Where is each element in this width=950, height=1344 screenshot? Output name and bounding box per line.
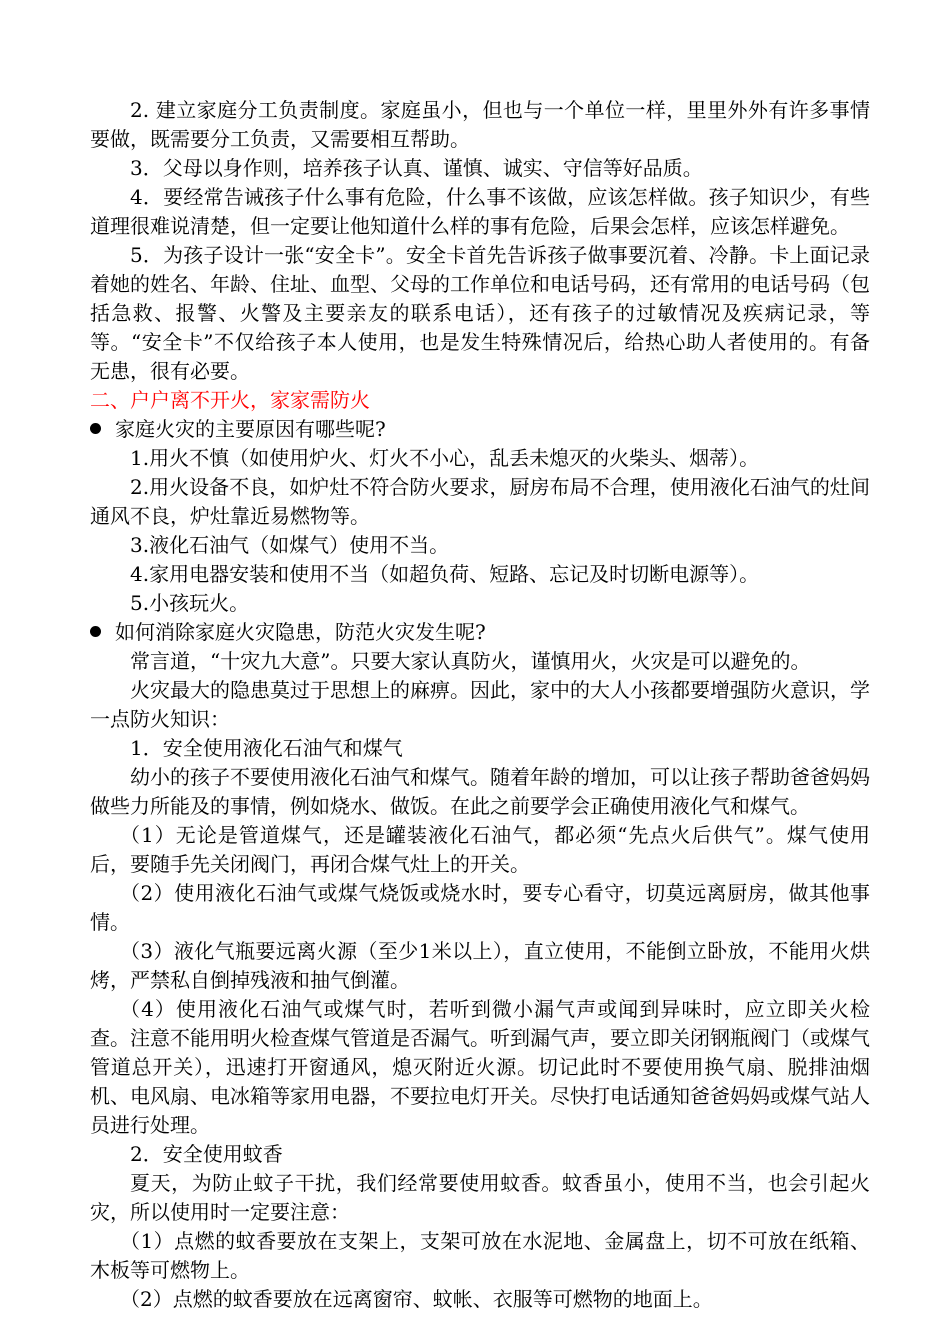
paragraph (90, 647, 870, 676)
paragraph-text: 幼小的孩子不要使用液化石油气和煤气。随着年龄的增加，可以让孩子帮助爸爸妈妈做些力所能及的事情，例如烧水、做饭。在此之前要学会正确使用液化气和煤气。 (90, 765, 870, 818)
paragraph-text: 3.液化石油气（如煤气）使用不当。 (130, 533, 450, 557)
paragraph (90, 560, 870, 589)
section-heading (90, 386, 870, 415)
paragraph (90, 589, 870, 618)
document-body (90, 96, 870, 1314)
paragraph (90, 444, 870, 473)
paragraph-text: 夏天，为防止蚊子干扰，我们经常要使用蚊香。蚊香虽小，使用不当，也会引起火灾，所以使用时一定要注意： (90, 1171, 870, 1224)
paragraph-text: （1）无论是管道煤气，还是罐装液化石油气，都必须“先点火后供气”。煤气使用后，要随手先关闭阀门，再闭合煤气灶上的开关。 (90, 823, 870, 876)
paragraph (90, 241, 870, 386)
paragraph-text: 3．父母以身作则，培养孩子认真、谨慎、诚实、守信等好品质。 (130, 156, 703, 180)
paragraph (90, 821, 870, 879)
paragraph-text: 火灾最大的隐患莫过于思想上的麻痹。因此，家中的大人小孩都要增强防火意识，学一点防火知识： (90, 678, 870, 731)
paragraph (90, 1227, 870, 1285)
paragraph-text: （2）点燃的蚊香要放在远离窗帘、蚊帐、衣服等可燃物的地面上。 (120, 1287, 713, 1311)
paragraph-text: （1）点燃的蚊香要放在支架上，支架可放在水泥地、金属盘上，切不可放在纸箱、木板等可燃物上。 (90, 1229, 870, 1282)
paragraph (90, 183, 870, 241)
paragraph (90, 96, 870, 154)
bullet-icon (90, 626, 101, 637)
paragraph-text: 4．要经常告诫孩子什么事有危险，什么事不该做，应该怎样做。孩子知识少，有些道理很难说清楚，但一定要让他知道什么样的事有危险，后果会怎样，应该怎样避免。 (90, 185, 870, 238)
paragraph (90, 734, 870, 763)
paragraph (90, 1285, 870, 1314)
paragraph-text: （2）使用液化石油气或煤气烧饭或烧水时，要专心看守，切莫远离厨房，做其他事情。 (90, 881, 870, 934)
paragraph-text: 2.用火设备不良，如炉灶不符合防火要求，厨房布局不合理，使用液化石油气的灶间通风不良，炉灶靠近易燃物等。 (90, 475, 870, 528)
paragraph-text: 2. 建立家庭分工负责制度。家庭虽小，但也与一个单位一样，里里外外有许多事情要做，既需要分工负责，又需要相互帮助。 (90, 98, 870, 151)
paragraph-text: 1．安全使用液化石油气和煤气 (130, 736, 403, 760)
paragraph (90, 995, 870, 1140)
paragraph-text: 5.小孩玩火。 (130, 591, 250, 615)
paragraph-text: （4）使用液化石油气或煤气时，若听到微小漏气声或闻到异味时，应立即关火检查。注意不能用明火检查煤气管道是否漏气。听到漏气声，要立即关闭钢瓶阀门（或煤气管道总开关），迅速打开窗通风，熄灭附近火源。切记此时不要使用换气扇、脱排油烟机、电风扇、电冰箱等家用电器，不要拉电灯开关。尽快打电话通知爸爸妈妈或煤气站人员进行处理。 (90, 997, 870, 1137)
bullet-icon (90, 423, 101, 434)
paragraph (90, 676, 870, 734)
paragraph (90, 1169, 870, 1227)
paragraph (90, 473, 870, 531)
paragraph (90, 937, 870, 995)
paragraph (90, 1140, 870, 1169)
paragraph-text: 家庭火灾的主要原因有哪些呢? (115, 417, 386, 441)
paragraph (90, 154, 870, 183)
paragraph (90, 763, 870, 821)
paragraph-text: 2．安全使用蚊香 (130, 1142, 283, 1166)
paragraph-text: 5．为孩子设计一张“安全卡”。安全卡首先告诉孩子做事要沉着、冷静。卡上面记录着她的姓名、年龄、住址、血型、父母的工作单位和电话号码，还有常用的电话号码（包括急救、报警、火警及主要亲友的联系电话），还有孩子的过敏情况及疾病记录，等等。“安全卡”不仅给孩子本人使用，也是发生特殊情况后，给热心助人者使用的。有备无患，很有必要。 (90, 243, 870, 383)
bullet-question (90, 618, 870, 647)
paragraph-text: 二、户户离不开火，家家需防火 (90, 388, 370, 412)
paragraph (90, 531, 870, 560)
bullet-question (90, 415, 870, 444)
paragraph-text: 常言道，“十灾九大意”。只要大家认真防火，谨慎用火，火灾是可以避免的。 (130, 649, 811, 673)
paragraph-text: 4.家用电器安装和使用不当（如超负荷、短路、忘记及时切断电源等）。 (130, 562, 760, 586)
paragraph-text: 1.用火不慎（如使用炉火、灯火不小心，乱丢未熄灭的火柴头、烟蒂）。 (130, 446, 760, 470)
paragraph-text: 如何消除家庭火灾隐患，防范火灾发生呢? (115, 620, 486, 644)
paragraph-text: （3）液化气瓶要远离火源（至少1米以上），直立使用，不能倒立卧放，不能用火烘烤，严禁私自倒掉残液和抽气倒灌。 (90, 939, 870, 992)
paragraph (90, 879, 870, 937)
